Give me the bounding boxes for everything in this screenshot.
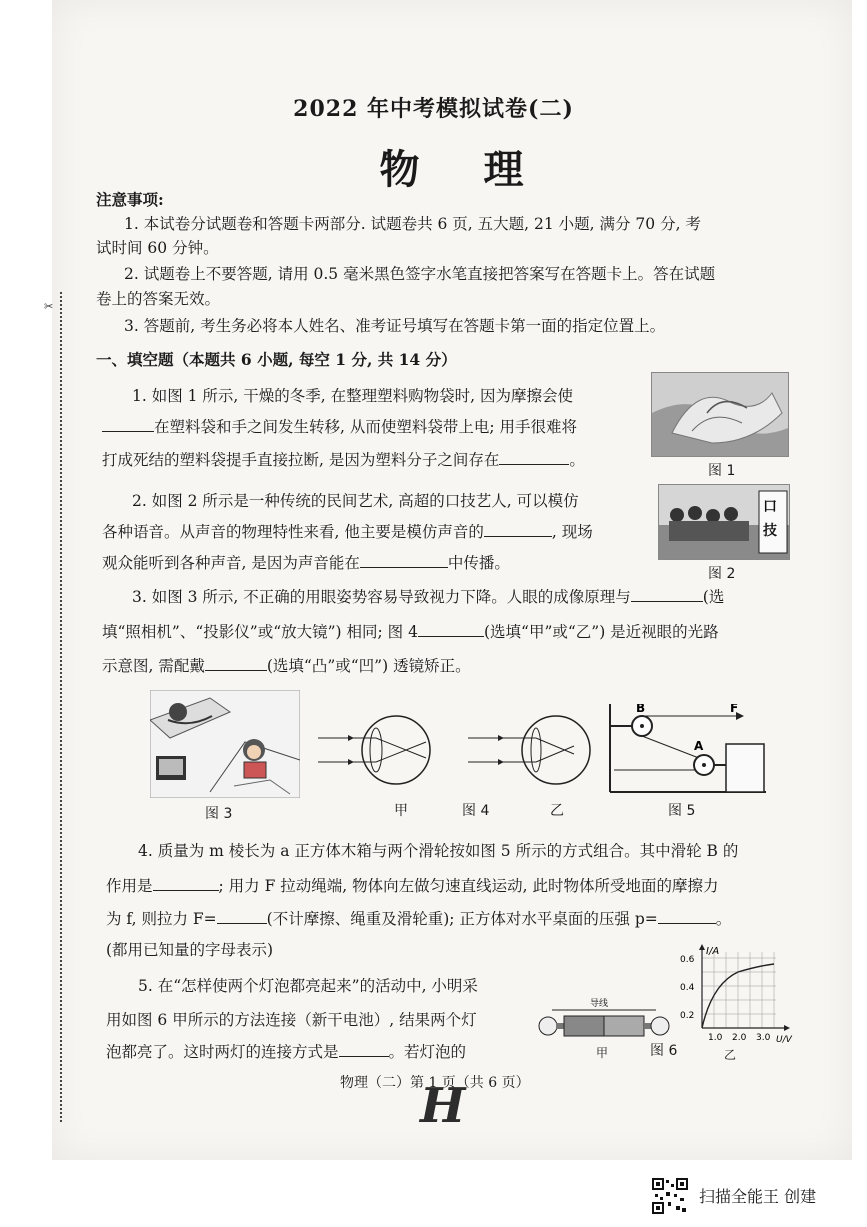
h-logo: H xyxy=(420,1078,466,1134)
q5-line-3: 泡都亮了。这时两灯的连接方式是 。若灯泡的 xyxy=(106,1043,467,1061)
battery-1 xyxy=(564,1016,604,1036)
q2-line-3: 观众能听到各种声音, 是因为声音能在 中传播。 xyxy=(102,554,510,572)
q3-blank-1[interactable] xyxy=(631,587,703,602)
q2-line-1: 2. 如图 2 所示是一种传统的民间艺术, 高超的口技艺人, 可以模仿 xyxy=(132,492,579,510)
q3-line-3: 示意图, 需配戴 (选填“凸”或“凹”) 透镜矫正。 xyxy=(102,657,471,675)
pulley-a xyxy=(694,739,714,775)
eye-diagram-jia xyxy=(318,716,430,784)
q3-blank-2[interactable] xyxy=(418,622,484,637)
binding-line xyxy=(60,292,62,1122)
wire-label: 导线 xyxy=(590,999,609,1009)
q4-line-3: 为 f, 则拉力 F= (不计摩擦、绳重及滑轮重); 正方体对水平桌面的压强 p= 。 xyxy=(106,910,732,928)
q1-line-3: 打成死结的塑料袋提手直接拉断, 是因为塑料分子之间存在 。 xyxy=(102,451,585,469)
section-1-heading: 一、填空题（本题共 6 小题, 每空 1 分, 共 14 分） xyxy=(96,350,457,369)
graph-y-tick-0-4: 0.4 xyxy=(680,983,695,993)
battery-2 xyxy=(604,1016,644,1036)
q1-line-1: 1. 如图 1 所示, 干燥的冬季, 在整理塑料购物袋时, 因为摩擦会使 xyxy=(132,387,573,405)
q2-line-2: 各种语音。从声音的物理特性来看, 他主要是模仿声音的 , 现场 xyxy=(102,523,593,541)
force-f-label: F xyxy=(730,704,739,715)
graph-x-axis-label: U/V xyxy=(776,1035,792,1044)
pulley-a-label: A xyxy=(694,739,704,753)
figure-6-label-yi: 乙 xyxy=(724,1048,737,1062)
bulb-right xyxy=(644,1017,669,1035)
q1-blank-1[interactable] xyxy=(102,417,154,432)
graph-x-tick-2-0: 2.0 xyxy=(732,1033,747,1043)
graph-y-tick-0-6: 0.6 xyxy=(680,955,695,965)
figure-6-caption: 图 6 xyxy=(650,1043,678,1059)
graph-y-axis-label: I/A xyxy=(706,946,720,957)
pulley-b xyxy=(610,704,652,736)
notes-heading: 注意事项: xyxy=(96,190,164,209)
note-1-line-2: 试时间 60 分钟。 xyxy=(96,239,219,257)
qr-code-icon xyxy=(652,1178,688,1214)
figure-1-caption: 图 1 xyxy=(708,463,736,479)
page-footer: 物理（二）第 1 页（共 6 页） xyxy=(340,1075,530,1091)
figure-6-label-jia: 甲 xyxy=(596,1046,609,1060)
q2-blank-1[interactable] xyxy=(484,522,552,537)
q2-blank-2[interactable] xyxy=(360,553,448,568)
graph-x-tick-1-0: 1.0 xyxy=(708,1033,723,1043)
figure-3-caption: 图 3 xyxy=(205,806,233,822)
note-1-line-1: 1. 本试卷分试题卷和答题卡两部分. 试题卷共 6 页, 五大题, 21 小题, 满分 70 分, 考 xyxy=(124,215,701,233)
note-2-line-2: 卷上的答案无效。 xyxy=(96,290,221,308)
graph-x-tick-3-0: 3.0 xyxy=(756,1033,771,1043)
scanner-brand: 扫描全能王 创建 xyxy=(699,1187,817,1206)
figure-5-caption: 图 5 xyxy=(668,803,696,819)
q3-line-1: 3. 如图 3 所示, 不正确的用眼姿势容易导致视力下降。人眼的成像原理与 (选 xyxy=(132,588,725,606)
figure-5-pulley-diagram xyxy=(606,704,768,796)
figure-4-eye-diagrams xyxy=(318,708,606,792)
figure-2-sign-char-1: 口 xyxy=(763,499,777,515)
figure-4-label-yi: 乙 xyxy=(550,803,564,819)
q1-line-2: 在塑料袋和手之间发生转移, 从而使塑料袋带上电; 用手很难将 xyxy=(102,417,577,437)
graph-y-tick-0-2: 0.2 xyxy=(680,1011,695,1021)
q5-blank-1[interactable] xyxy=(339,1042,389,1057)
subject-title: 物理 xyxy=(379,146,588,193)
q5-line-2: 用如图 6 甲所示的方法连接（新干电池）, 结果两个灯 xyxy=(106,1011,477,1029)
figure-4-caption: 图 4 xyxy=(462,803,490,819)
q4-blank-1[interactable] xyxy=(153,876,219,891)
figure-6-yi-iu-graph xyxy=(678,944,798,1044)
figure-1-photo xyxy=(651,372,789,457)
q4-line-2: 作用是 ; 用力 F 拉动绳端, 物体向左做匀速直线运动, 此时物体所受地面的摩擦力 xyxy=(106,877,719,895)
q4-blank-2[interactable] xyxy=(217,909,267,924)
figure-3-illustration xyxy=(150,690,300,798)
q4-line-1: 4. 质量为 m 棱长为 a 正方体木箱与两个滑轮按如图 5 所示的方式组合。其中滑轮 B 的 xyxy=(138,842,739,860)
binding-mark: ✂ xyxy=(44,300,54,313)
q3-line-2: 填“照相机”、“投影仪”或“放大镜”) 相同; 图 4 (选填“甲”或“乙”) 是近视眼的光路 xyxy=(102,623,719,641)
eye-diagram-yi xyxy=(468,716,590,784)
exam-title: 2022 年中考模拟试卷(二) xyxy=(293,96,574,122)
note-2-line-1: 2. 试题卷上不要答题, 请用 0.5 毫米黑色签字水笔直接把答案写在答题卡上。答在试题 xyxy=(124,265,716,283)
q5-line-1: 5. 在“怎样使两个灯泡都亮起来”的活动中, 小明采 xyxy=(138,977,478,995)
q1-blank-2[interactable] xyxy=(499,450,569,465)
q3-blank-3[interactable] xyxy=(205,656,267,671)
figure-2-photo xyxy=(658,484,790,560)
figure-2-sign-char-2: 技 xyxy=(763,523,777,539)
figure-2-caption: 图 2 xyxy=(708,566,736,582)
wooden-box xyxy=(726,744,764,792)
pulley-b-label: B xyxy=(636,704,646,715)
figure-4-label-jia: 甲 xyxy=(394,803,408,819)
figure-6-jia-circuit xyxy=(536,996,672,1042)
bulb-left xyxy=(539,1017,564,1035)
q4-line-4: (都用已知量的字母表示) xyxy=(106,941,274,959)
note-3: 3. 答题前, 考生务必将本人姓名、准考证号填写在答题卡第一面的指定位置上。 xyxy=(124,317,666,335)
q4-blank-3[interactable] xyxy=(658,909,716,924)
